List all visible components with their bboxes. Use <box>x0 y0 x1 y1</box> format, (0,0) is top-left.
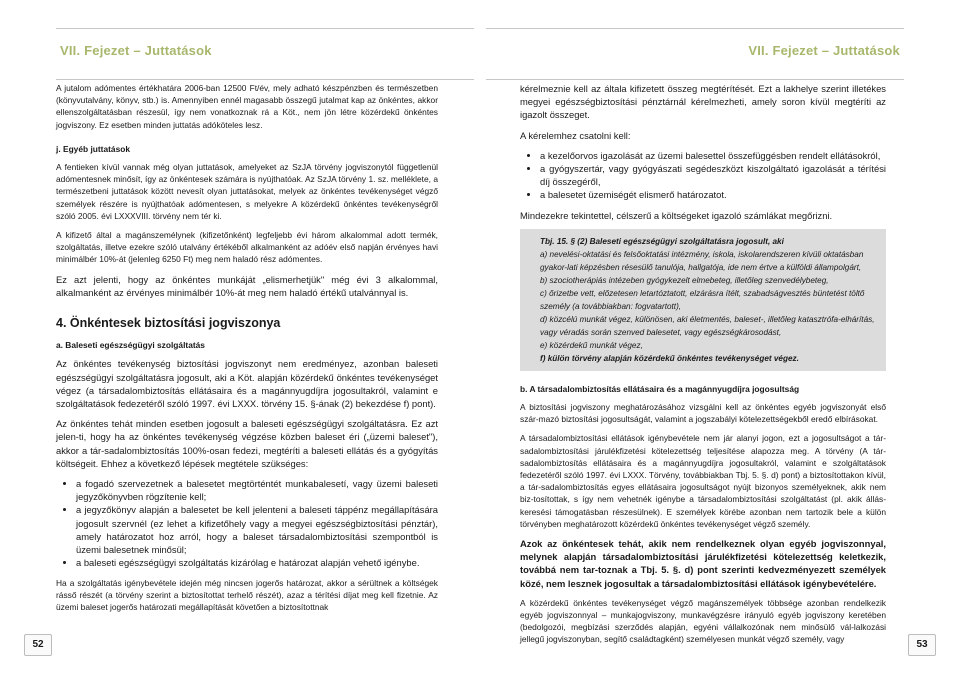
list-item: • a fogadó szervezetnek a balesetet megtörténtét munkabalesetí, vagy üzemi baleseti jegyzőkönyvben rögzítenie kell; <box>76 477 438 503</box>
right-page <box>480 0 960 681</box>
legal-quote-box <box>520 229 886 371</box>
steps-list <box>56 477 438 569</box>
list-item: • a jegyzőkönyv alapján a balesetet be kell jelenteni a baleseti táppénz megállapítására jogosult szervnél (ez lehet a kifizetőhely vagy a megyei egészségbiztosítási pénztár), amely határozatot hoz arról, hogy a baleset társadalombiztosítási szempontból is üzemi balesetnek minősül; <box>76 503 438 556</box>
left-paragraph-7: Ha a szolgáltatás igénybevétele idején még nincsen jogerős határozat, akkor a sérültnek a költségek rásső részét (a törvény szerint a biztosítottat terhelő részét), azaz a térítési díjat meg kell fizetnie. Az üzemi baleset jogerős határozati megállapítását követően a biztosítottnak <box>56 577 438 612</box>
left-paragraph-1: A jutalom adómentes értékhatára 2006-ban 12500 Ft/év, mely adható készpénzben és természetben (könyvutalvány, könyv, stb.) is. Amennyiben ennél magasabb összegű jutalmat kap az önkéntes, akkor ellenszolgáltatásban részesül, így nem vonatkoznak rá a Köt., nem jön létre közérdekű önkéntes jogviszony. Ez esetben minden juttatás adóköteles lesz. <box>56 83 438 130</box>
right-paragraph-3: Mindezekre tekintettel, célszerű a költségeket igazoló számlákat megőrizni. <box>520 209 833 221</box>
list-item: • a baleseti egészségügyi szolgáltatás kizárólag e határozat alapján vehető igénybe. <box>76 556 438 569</box>
subheading-j: j. Egyéb juttatások <box>56 143 130 154</box>
right-column <box>520 82 886 653</box>
list-item: • a balesetet üzemiségét elismerő határozatot. <box>540 188 886 201</box>
left-paragraph-3: A kifizető által a magánszemélynek (kifizetőnként) legfeljebb évi három alkalommal adott termék, szolgáltatás, illetve ezekre szóló utalvány értékéből alkalmanként az adóév első napján érvényes havi minimálbér 10%-át (jelenleg 6250 Ft) meg nem haladó rész adómentes. <box>56 230 438 265</box>
box-line: f) külön törvény alapján közérdekű önkéntes tevékenységet végez. <box>540 353 799 363</box>
right-paragraph-1: kérelmeznie kell az általa kifizetett összeg megtérítését. Ezt a lakhelye szerint illetékes megyei egészségbiztosítási pénztárnál kérelmezheti, amely soron kívül megtéríti az igazolt összeget. <box>520 83 886 121</box>
right-header <box>486 28 904 80</box>
box-line: b) szociotherápiás intézeben gyógykezelt elmebeteg, illetőleg szenvedélybeteg, <box>540 275 829 285</box>
right-paragraph-4: A biztosítási jogviszony meghatározásához vizsgálni kell az önkéntes egyéb jogviszonyát első szár-mazó biztosítási jogosultságát, valamint a jogszabályi kötelezettségekből eredő elbírásokat. <box>520 402 886 425</box>
right-paragraph-5: A társadalombiztosítási ellátások igénybevétele nem jár alanyi jogon, ezt a jogosultságot a tár-sadalombiztosítási járulékfizetési kötelezettség teljesítése alapozza meg. A törvény (A tár-sadalombiztosítás ellátásaira és a magánnyugdíjra jogosultakról, valamint e szolgáltatások fedezetéről szóló 1997. évi LXXX. Törvény, továbbiakban Tbj. 5. §. d) pont) a biztosítottakon kívül, a tár-sadalombiztosítás egyes ellátásaira jogosultságot nyújt bizonyos személyeknek, akik nem biz-tosítottak, s így nem vehetnék igénybe a társadalombiztosítási szolgáltatást (pl. akik állás-keresési támogatásban részesülnek). E személyek körébe azonban nem tartozik bele a külön törvényben meghatározott közérdekű önkéntes tevékenységet végző személy. <box>520 433 886 529</box>
box-line: c) őrizetbe vett, előzetesen letartóztatott, elzárásra ítélt, szabadságvesztés büntetést töltő személy (a továbbiakban: fogvatartott), <box>540 288 865 311</box>
attachments-list <box>520 149 886 202</box>
chapter-title-left: VII. Fejezet – Juttatások <box>60 43 212 58</box>
box-line: d) közcélú munkát végez, különösen, aki életmentés, baleset-, illetőleg katasztrófa-elhárítás, vagy véradás során szenved balesetet, vagy egészségkárosodást, <box>540 314 875 337</box>
page-number-left: 52 <box>24 634 52 656</box>
list-item: • a gyógyszertár, vagy gyógyászati segédeszközt kiszolgáltató igazolását a térítési díj összegéről, <box>540 162 886 188</box>
subheading-a: a. Baleseti egészségügyi szolgáltatás <box>56 340 205 351</box>
box-line: Tbj. 15. § (2) Baleseti egészségügyi szolgáltatásra jogosult, aki <box>540 236 784 246</box>
left-column <box>56 82 438 620</box>
left-paragraph-2: A fentieken kívül vannak még olyan juttatások, amelyeket az SzJA törvény jogviszonytól függetlenül adómentesnek minősít, így az önkéntesek számára is nyújthatóak. Az SzJA törvény 1. sz. melléklete, a természetbeni juttatások között nevesít olyan juttatásokat, melyek az önkéntes tevékenységet végző személyek részére is nyújthatóak adómentesen, s melyekre A közérdekű önkéntes tevékenységről szóló 2005. évi LXXXVIII. törvény nem tér ki. <box>56 162 438 221</box>
left-paragraph-5: Az önkéntes tevékenység biztosítási jogviszonyt nem eredményez, azonban baleseti egészségügyi szolgáltatásra jogosult, aki a Köt. alapján közérdekű önkéntes tevékenységet végez (a társadalombiztosítás ellátásaira és a magánnyugdíjra jogosultakról, valamint e szolgáltatások fedezetéről szóló 1997. évi LXXX. törvény 15. §-ának (2) bekezdése f) pont). <box>56 358 438 410</box>
right-paragraph-6: Azok az önkéntesek tehát, akik nem rendelkeznek olyan egyéb jogviszonnyal, melynek alapján társadalombiztosítási járulékfizetési kötelezettség keletkezik, továbbá nem tar-toznak a Tbj. 5. §. d) pont szerinti kedvezményezett személyek közé, nem lesznek jogosultak a társadalombiztosítási ellátások igénybevételére. <box>520 538 886 589</box>
left-paragraph-6: Az önkéntes tehát minden esetben jogosult a baleseti egészségügyi szolgáltatásra. Ez azt jelen-ti, hogy ha az önkéntes tevékenység végzése közben baleset éri („üzemi baleset"), akkor a tár-sadalombiztosítás 100%-osan fedezi, megtéríti a baleseti ellátás és a gyógyítás költségeit. Ehhez a következő lépések megtétele szükséges: <box>56 418 438 469</box>
chapter-title-right: VII. Fejezet – Juttatások <box>748 43 900 58</box>
right-paragraph-2: A kérelemhez csatolni kell: <box>520 129 631 141</box>
subheading-b: b. A társadalombiztosítás ellátásaira és a magánnyugdíjra jogosultság <box>520 383 800 394</box>
list-item: • a kezelőorvos igazolását az üzemi balesettel összefüggésben rendelt ellátásokról, <box>540 149 886 162</box>
right-paragraph-7: A közérdekű önkéntes tevékenységet végző magánszemélyek többsége azonban rendelkezik egyéb jogviszonnyal – munkajogviszony, munkavégzésre irányuló egyéb jogviszony keretében (bedolgozói, megbízási szerződés alapján, egyéni vállalkozónak nem minősülő vál-lalkozási jellegű jogviszonyban, segítő családtagként) személyesen munkát végző személy, vagy <box>520 597 886 645</box>
page-number-right: 53 <box>908 634 936 656</box>
box-line: e) közérdekű munkát végez, <box>540 340 643 350</box>
left-header <box>56 28 474 80</box>
left-paragraph-4: Ez azt jelenti, hogy az önkéntes munkáját „elismerhetjük" még évi 3 alkalommal, alkalmanként az érvényes minimálbér 10%-át meg nem haladó értékű utalvánnyal is. <box>56 273 438 298</box>
box-line: a) nevelési-oktatási és felsőoktatási intézmény, iskola, iskolarendszeren kívüli oktatásban gyakor-lati képzésben résesülő tanulója, hallgatója, ide nem értve a külföldi állampolgárt, <box>540 249 864 272</box>
section-heading-4: 4. Önkéntesek biztosítási jogviszonya <box>56 316 281 331</box>
